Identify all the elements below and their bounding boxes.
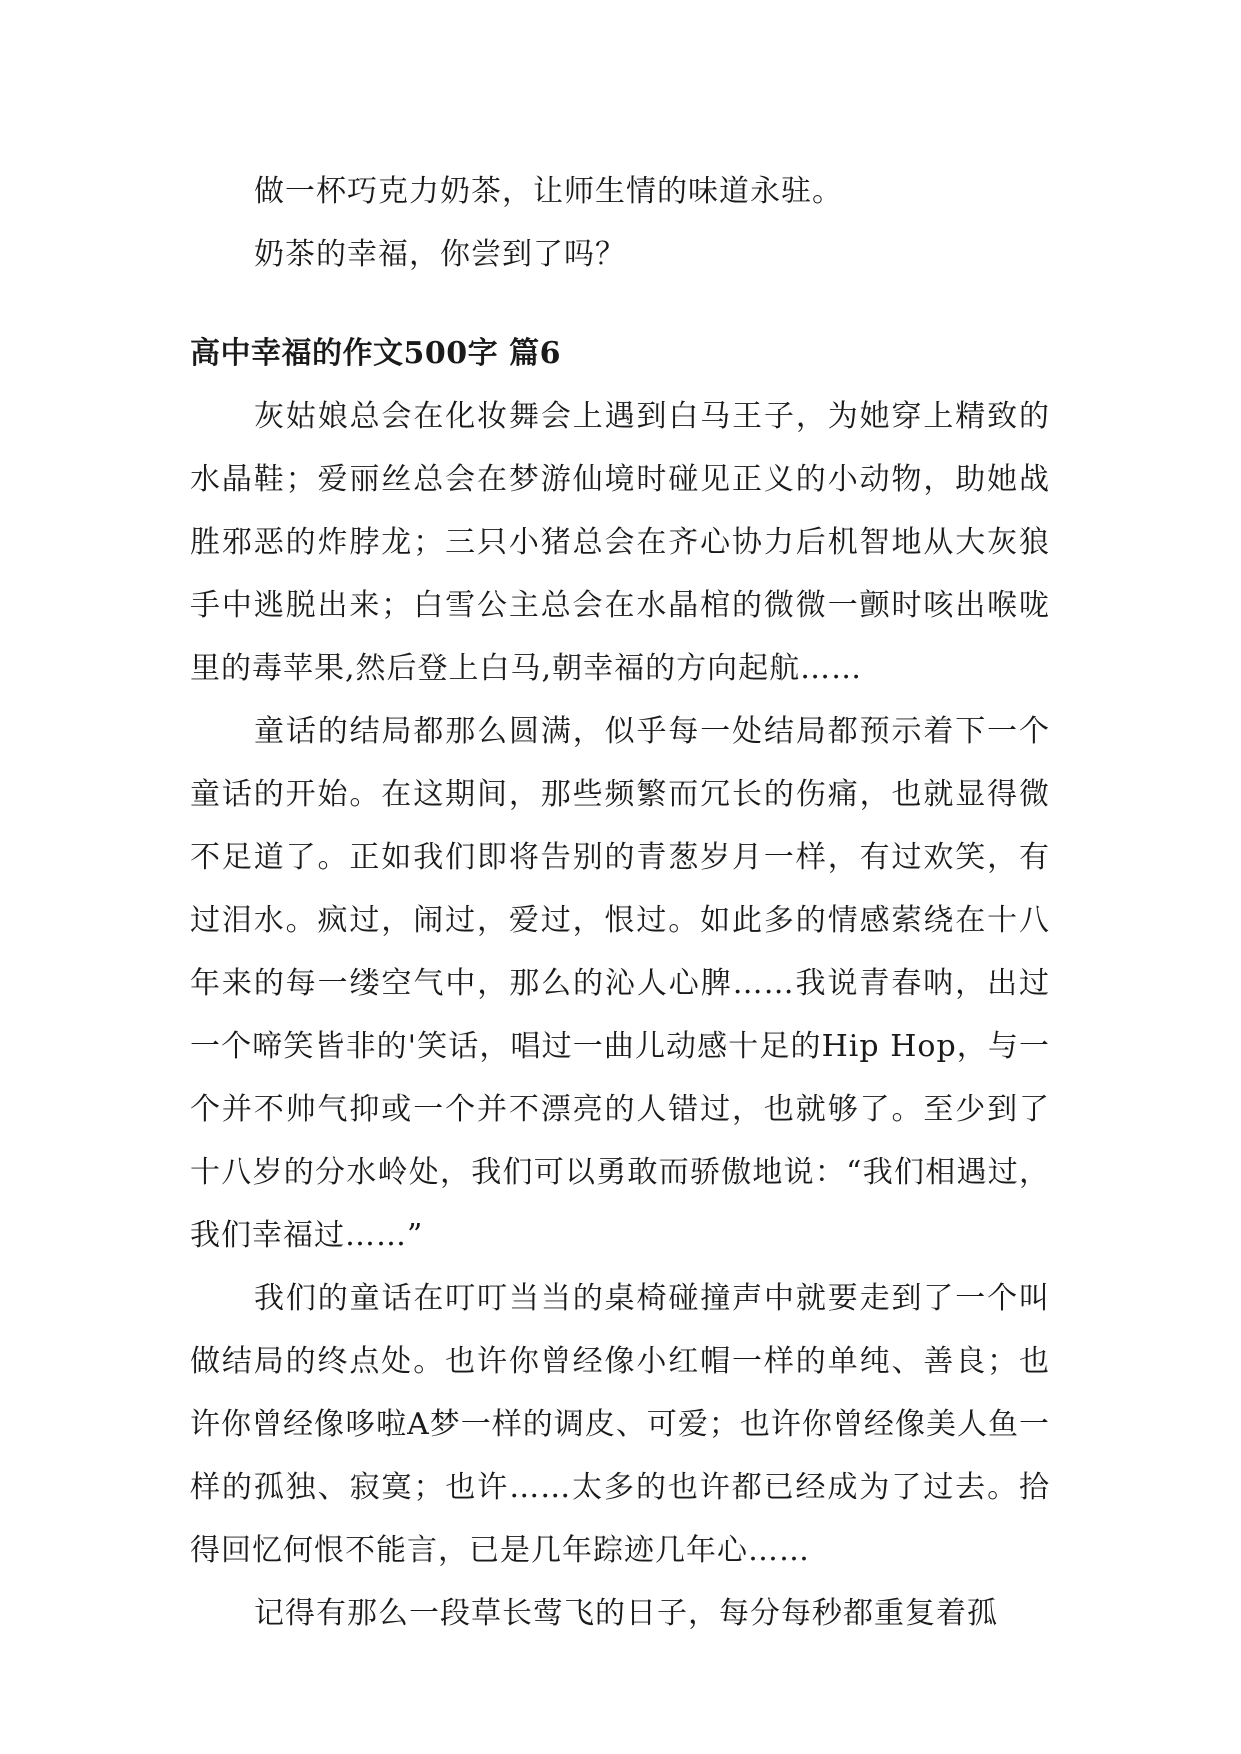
body-paragraph: 我们的童话在叮叮当当的桌椅碰撞声中就要走到了一个叫做结局的终点处。也许你曾经像小红帽一样的单纯、善良；也许你曾经像哆啦A梦一样的调皮、可爱；也许你曾经像美人鱼一样的孤独、寂寞；也许……太多的也许都已经成为了过去。拾得回忆何恨不能言，已是几年踪迹几年心……	[190, 1281, 1050, 1568]
body-paragraph: 童话的结局都那么圆满，似乎每一处结局都预示着下一个童话的开始。在这期间，那些频繁而冗长的伤痛，也就显得微不足道了。正如我们即将告别的青葱岁月一样，有过欢笑，有过泪水。疯过，闹过，爱过，恨过。如此多的情感萦绕在十八年来的每一缕空气中，那么的沁人心脾……我说青春呐，出过一个啼笑皆非的'笑话，唱过一曲儿动感十足的Hip Hop，与一个并不帅气抑或一个并不漂亮的人错过，也就够了。至少到了十八岁的分水岭处，我们可以勇敢而骄傲地说：“我们相遇过，我们幸福过……”	[190, 714, 1050, 1253]
section-title: 高中幸福的作文500字 篇6	[190, 336, 561, 371]
body-paragraph: 记得有那么一段草长莺飞的日子，每分每秒都重复着孤	[254, 1596, 998, 1631]
intro-paragraph: 做一杯巧克力奶茶，让师生情的味道永驻。	[254, 174, 843, 209]
body-paragraph: 灰姑娘总会在化妆舞会上遇到白马王子，为她穿上精致的水晶鞋；爱丽丝总会在梦游仙境时碰见正义的小动物，助她战胜邪恶的炸脖龙；三只小猪总会在齐心协力后机智地从大灰狼手中逃脱出来；白雪公主总会在水晶棺的微微一颤时咳出喉咙里的毒苹果,然后登上白马,朝幸福的方向起航……	[190, 399, 1050, 686]
intro-paragraph: 奶茶的幸福，你尝到了吗？	[254, 237, 626, 272]
document-page	[190, 160, 1050, 1645]
